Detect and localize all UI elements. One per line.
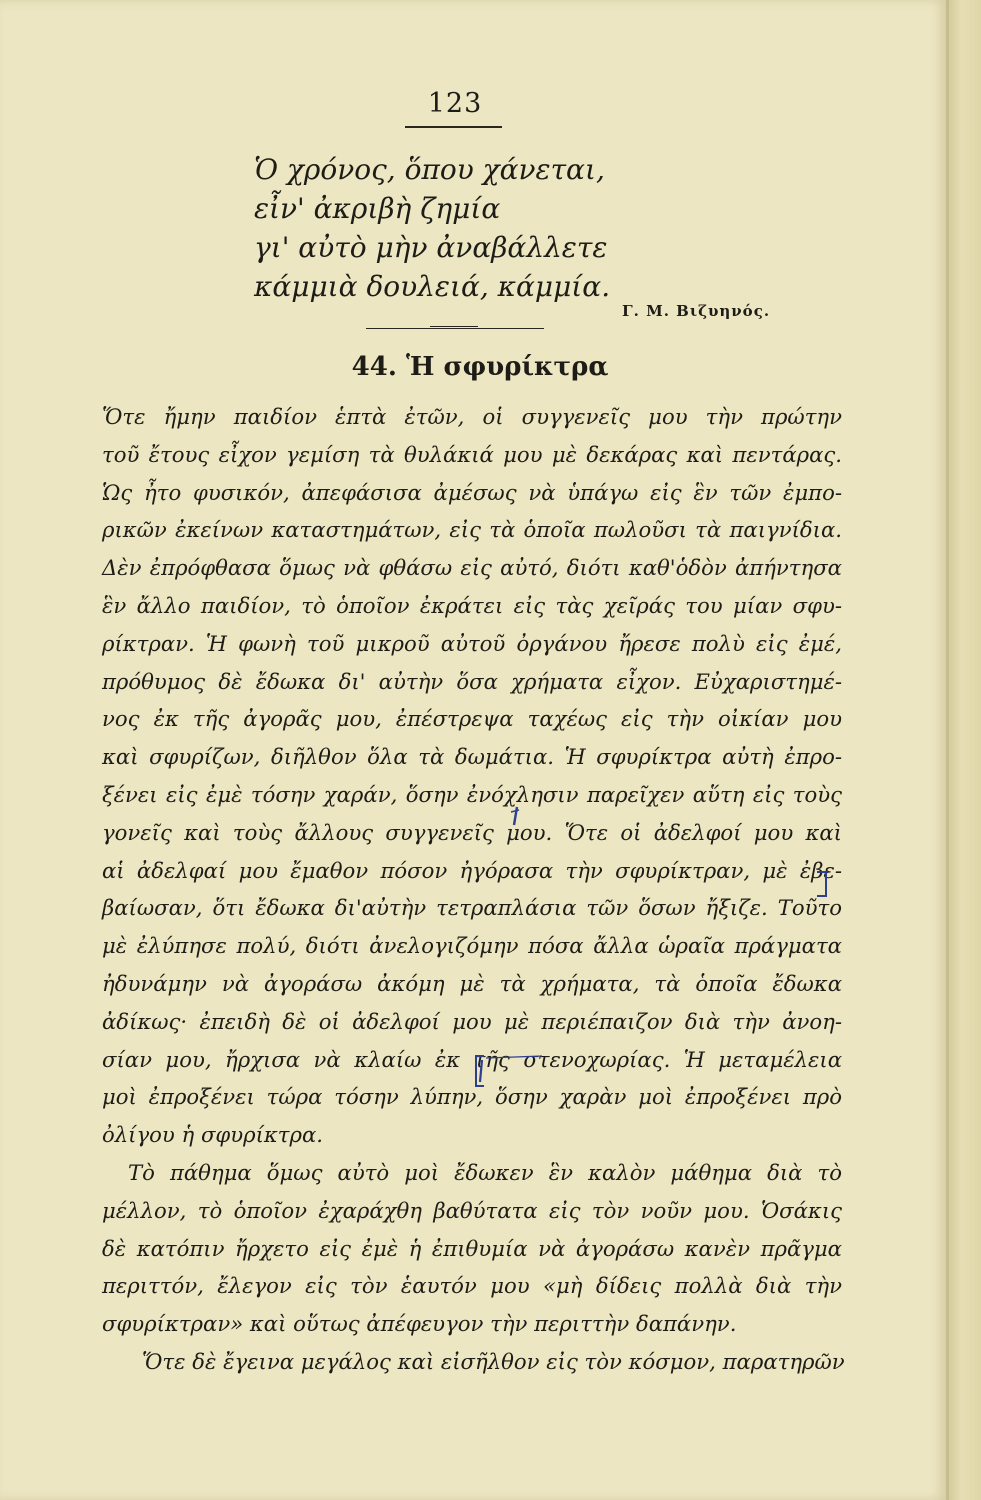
ornamental-divider bbox=[366, 326, 544, 332]
text-line: βαίωσαν, ὅτι ἔδωκα δι'αὐτὴν τετραπλάσια τῶν ὅσων ἤξιζε. Τοῦτο bbox=[102, 895, 842, 921]
body-text bbox=[102, 398, 845, 1381]
text-line: μὲ ἐλύπησε πολύ, διότι ἀνελογιζόμην πόσα ἄλλα ὡραῖα πράγματα bbox=[102, 933, 842, 959]
text-line: μοὶ ἐπροξένει τώρα τόσην λύπην, ὅσην χαρὰν μοὶ ἐπροξένει πρὸ bbox=[102, 1084, 842, 1110]
text-line: ἓν ἄλλο παιδίον, τὸ ὁποῖον ἐκράτει εἰς τὰς χεῖράς του μίαν σφυ- bbox=[102, 592, 842, 618]
text-line: καὶ σφυρίζων, διῆλθον ὅλα τὰ δωμάτια. Ἡ σφυρίκτρα αὐτὴ ἐπρο- bbox=[102, 744, 842, 770]
poem-line: Ὁ χρόνος, ὅπου χάνεται, bbox=[254, 153, 605, 186]
page-number-rule bbox=[405, 126, 502, 128]
poem-line: γι' αὐτὸ μὴν ἀναβάλλετε bbox=[254, 231, 608, 264]
text-line: δὲ κατόπιν ἤρχετο εἰς ἐμὲ ἡ ἐπιθυμία νὰ ἀγοράσω κανὲν πρᾶγμα bbox=[102, 1235, 842, 1261]
text-line: πρόθυμος δὲ ἔδωκα δι' αὐτὴν ὅσα χρήματα εἶχον. Εὐχαριστημέ- bbox=[102, 668, 842, 694]
page-number: 123 bbox=[427, 88, 483, 119]
poem-author: Γ. Μ. Βιζυηνός. bbox=[622, 302, 771, 320]
text-line: Ὅτε δὲ ἔγεινα μεγάλος καὶ εἰσῆλθον εἰς τὸν κόσμον, παρατηρῶν bbox=[142, 1348, 845, 1374]
text-line: σφυρίκτραν» καὶ οὕτως ἀπέφευγον τὴν περιττὴν δαπάνην. bbox=[102, 1311, 737, 1337]
text-line: τοῦ ἔτους εἶχον γεμίση τὰ θυλάκιά μου μὲ δεκάρας καὶ πεντάρας. bbox=[102, 441, 842, 467]
page-edge bbox=[949, 0, 981, 1500]
text-line: αἱ ἀδελφαί μου ἔμαθον πόσον ἠγόρασα τὴν σφυρίκτραν, μὲ ἐβε- bbox=[102, 857, 842, 883]
text-line: ξένει εἰς ἐμὲ τόσην χαράν, ὅσην ἐνόχλησιν παρεῖχεν αὕτη εἰς τοὺς bbox=[102, 781, 842, 807]
text-line: Ὅτε ἤμην παιδίον ἑπτὰ ἐτῶν, οἱ συγγενεῖς μου τὴν πρώτην bbox=[102, 404, 842, 429]
text-line: Δὲν ἐπρόφθασα ὅμως νὰ φθάσω εἰς αὐτό, διότι καθ'ὁδὸν ἀπήντησα bbox=[102, 555, 842, 581]
poem-line: εἶν' ἀκριβὴ ζημία bbox=[254, 192, 501, 225]
text-line: μέλλον, τὸ ὁποῖον ἐχαράχθη βαθύτατα εἰς τὸν νοῦν μου. Ὁσάκις bbox=[102, 1197, 842, 1223]
section-heading: 44. Ἡ σφυρίκτρα bbox=[351, 352, 609, 382]
text-line: ἀδίκως· ἐπειδὴ δὲ οἱ ἀδελφοί μου μὲ περιέπαιζον διὰ τὴν ἀνοη- bbox=[102, 1008, 842, 1034]
text-line: περιττόν, ἔλεγον εἰς τὸν ἑαυτόν μου «μὴ δίδεις πολλὰ διὰ τὴν bbox=[102, 1273, 842, 1299]
text-line: νος ἐκ τῆς ἀγορᾶς μου, ἐπέστρεψα ταχέως εἰς τὴν οἰκίαν μου bbox=[102, 706, 842, 732]
text-line: ὀλίγου ἡ σφυρίκτρα. bbox=[102, 1122, 324, 1148]
text-line: σίαν μου, ἤρχισα νὰ κλαίω ἐκ τῆς στενοχωρίας. Ἡ μεταμέλεια bbox=[102, 1046, 842, 1072]
text-line: Τὸ πάθημα ὅμως αὐτὸ μοὶ ἔδωκεν ἓν καλὸν μάθημα διὰ τὸ bbox=[128, 1159, 842, 1185]
text-line: Ὡς ἦτο φυσικόν, ἀπεφάσισα ἀμέσως νὰ ὑπάγω εἰς ἓν τῶν ἐμπο- bbox=[102, 479, 842, 505]
text-line: ρικῶν ἐκείνων καταστημάτων, εἰς τὰ ὁποῖα πωλοῦσι τὰ παιγνίδια. bbox=[102, 517, 842, 543]
epigraph-poem bbox=[254, 150, 674, 306]
poem-line: κάμμιὰ δουλειά, κάμμία. bbox=[254, 270, 611, 303]
text-line: ρίκτραν. Ἡ φωνὴ τοῦ μικροῦ αὐτοῦ ὀργάνου ἤρεσε πολὺ εἰς ἐμέ, bbox=[102, 630, 842, 656]
text-line: ἠδυνάμην νὰ ἀγοράσω ἀκόμη μὲ τὰ χρήματα, τὰ ὁποῖα ἔδωκα bbox=[102, 970, 842, 996]
text-line: γονεῖς καὶ τοὺς ἄλλους συγγενεῖς μου. Ὅτε οἱ ἀδελφοί μου καὶ bbox=[102, 819, 842, 845]
